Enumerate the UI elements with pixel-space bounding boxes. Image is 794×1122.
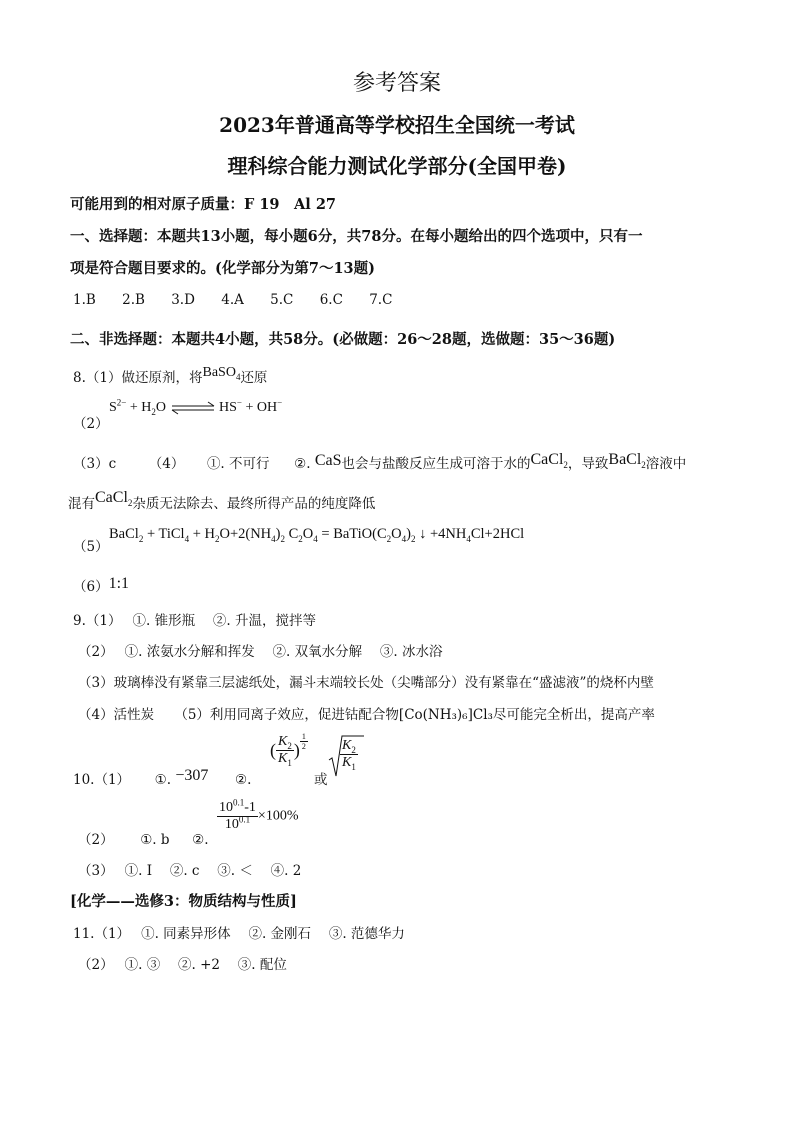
section1-heading-line1: 一、选择题：本题共13小题，每小题6分，共78分。在每小题给出的四个选项中，只有一	[70, 228, 643, 245]
q10-sqrt: $\frac{K_2}{K_1}$	[328, 734, 358, 771]
q10-a1-2: ②.	[234, 772, 252, 788]
q10-a1-1-value: −307	[175, 767, 209, 784]
q9-answer-3: （3）玻璃棒没有紧靠三层滤纸处，漏斗末端较长处（尖嘴部分）没有紧靠在“盛滤液”的烧杯内壁	[78, 675, 654, 691]
section1-heading-line2: 项是符合题目要求的。(化学部分为第7～13题)	[70, 260, 375, 277]
mc-answer: 4.A	[221, 292, 244, 308]
q8-answer-2-label: （2）	[73, 416, 109, 432]
q8-equation-2: BaCl$_2$ + TiCl$_4$ + $H_2O+2(NH_4)_2$ $C_2O_4$ = $BaTiO(C_2O_4)_2$ ↓ $+4NH_4Cl+2HCl$	[109, 526, 525, 544]
q10-answer-1	[73, 768, 251, 789]
mc-answer: 5.C	[270, 292, 294, 308]
subject-title: 理科综合能力测试化学部分(全国甲卷)	[227, 154, 567, 178]
q8-a6-value: 1:1	[108, 575, 130, 592]
q8-answer-1	[73, 366, 267, 387]
q9-answer-4-5: （4）活性炭 （5）利用同离子效应，促进钴配合物[Co(NH₃)₆]Cl₃尽可能完全析出，提高产率	[78, 707, 655, 723]
q9-answer-2: （2） ①. 浓氨水分解和挥发 ②. 双氧水分解 ③. 冰水浴	[78, 644, 443, 660]
mc-answer: 1.B	[73, 292, 96, 308]
q10-answer-3: （3） ①. Ⅰ ②. c ③. ＜ ④. 2	[78, 863, 302, 879]
q8-a1-suffix: 还原	[240, 370, 268, 386]
page-title: 参考答案	[352, 71, 441, 96]
q10-answer-2	[78, 828, 209, 848]
q8-a4-line2-suffix: 杂质无法除去、最终所得产品的纯度降低	[132, 496, 376, 512]
q8-answer-4-line2	[68, 489, 376, 513]
q8-cacl2: CaCl$_2$	[530, 451, 568, 471]
q8-a4-2: ②.	[294, 456, 311, 472]
mc-answers	[73, 292, 392, 308]
q9-answer-1: 9.（1） ①. 锥形瓶 ②. 升温，搅拌等	[73, 613, 316, 629]
q10-fraction-power: ( $\frac{K_2}{K_1}$ ) $\frac{1}{2}$	[270, 732, 306, 768]
q10-a1-1: ①.	[154, 772, 172, 788]
q10-or: 或	[314, 772, 328, 788]
q10-a2-2: ②.	[192, 832, 209, 848]
mc-answer: 2.B	[122, 292, 145, 308]
q10-a2-pct: ×100%	[257, 808, 299, 824]
equilibrium-arrow-icon	[170, 401, 216, 415]
q8-a6-label: （6）	[73, 579, 109, 595]
q11-answer-1: 11.（1） ①. 同素异形体 ②. 金刚石 ③. 范德华力	[73, 926, 405, 942]
q8-a4-label: （4）	[148, 456, 185, 472]
q8-answer-6	[73, 575, 129, 596]
mc-answer: 3.D	[171, 292, 195, 308]
section2-heading: 二、非选择题：本题共4小题，共58分。(必做题：26～28题，选做题：35～36题)	[70, 331, 616, 348]
q8-a4-text2: ，导致	[567, 456, 609, 472]
q11-answer-2: （2） ①. ③ ②. +2 ③. 配位	[78, 957, 287, 973]
q8-answer-5-label: （5）	[73, 539, 109, 555]
q8-a3: （3）c	[73, 456, 117, 472]
q8-baso4: BaSO$_4$	[202, 365, 241, 382]
q8-a4-line2-prefix: 混有	[68, 496, 95, 512]
q8-a4-text3: 溶液中	[645, 456, 687, 472]
q10-a2-1: ①. b	[140, 832, 170, 848]
q10-a1-label: 10.（1）	[73, 772, 131, 788]
q8-bacl2: BaCl$_2$	[608, 451, 646, 471]
q11-section-title: [化学——选修3：物质结构与性质]	[70, 893, 297, 910]
q8-cacl2-2: CaCl$_2$	[95, 489, 133, 509]
q8-equation-1: $S^{2-} + H_2O$ HS− + OH−	[109, 397, 283, 417]
q8-a4-1: ①. 不可行	[206, 456, 270, 472]
sqrt-icon	[328, 734, 364, 780]
mc-answer: 7.C	[369, 292, 393, 308]
q8-a1-prefix: 8.（1）做还原剂，将	[73, 370, 203, 386]
q8-cas: CaS	[314, 452, 342, 469]
q10-a2-label: （2）	[78, 832, 114, 848]
atomic-masses: 可能用到的相对原子质量：F 19 Al 27	[70, 196, 337, 213]
q10-percent-formula: $\frac{10^{0.1}-1}{10^{0.1}}$ ×100%	[219, 797, 299, 832]
q8-a4-text1: 也会与盐酸反应生成可溶于水的	[341, 456, 531, 472]
q8-answer-3-4	[73, 452, 686, 473]
exam-title: 2023年普通高等学校招生全国统一考试	[219, 113, 575, 137]
mc-answer: 6.C	[319, 292, 343, 308]
